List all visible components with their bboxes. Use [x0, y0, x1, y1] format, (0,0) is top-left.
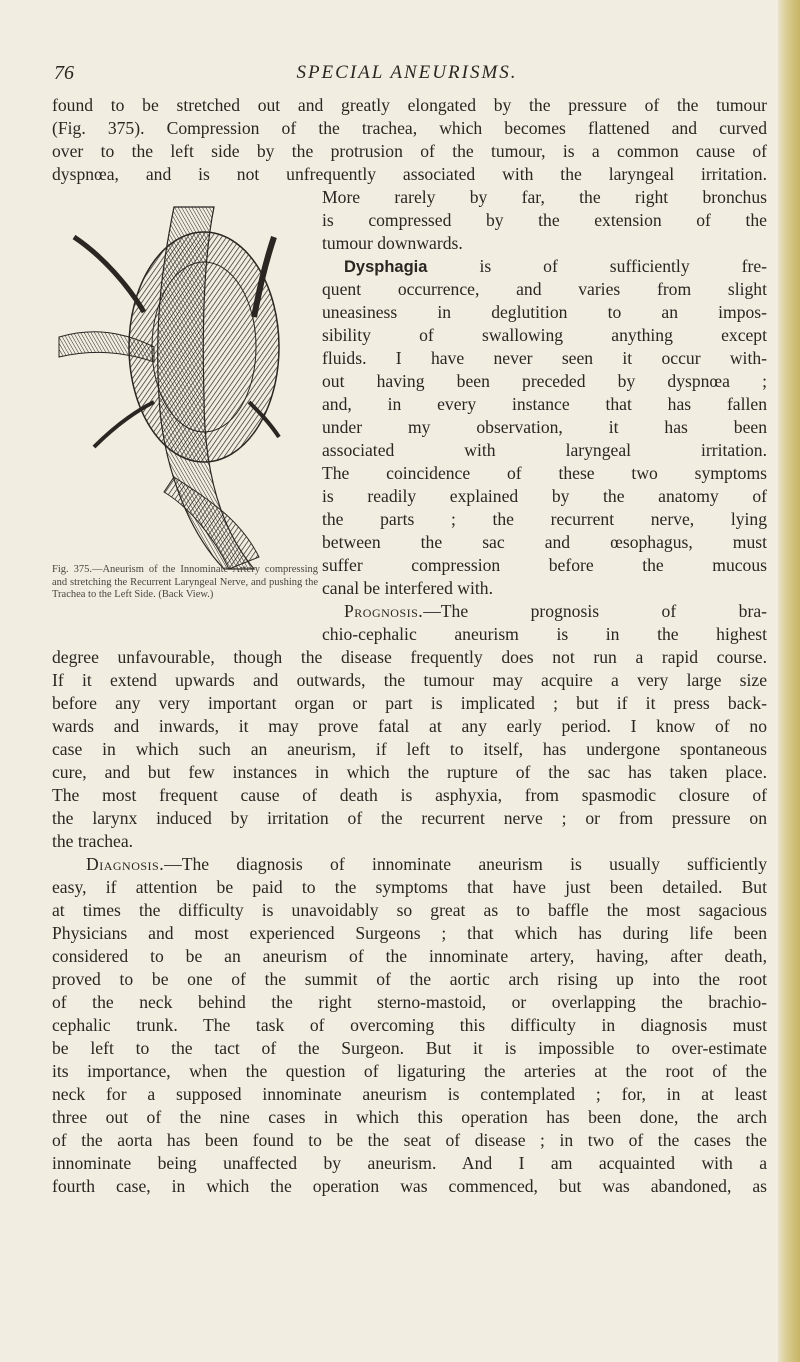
anatomical-illustration [54, 197, 319, 573]
text-line: out having been preceded by dyspnœa ; [322, 371, 767, 391]
text-line: and, in every instance that has fallen [322, 394, 767, 414]
page-header [54, 62, 760, 86]
dysphagia-heading: Dysphagia [344, 258, 428, 276]
text-line: More rarely by far, the right bronchus [322, 187, 767, 207]
text-line: of the neck behind the right sterno-mastoid, or overlapping the brachio- [52, 992, 767, 1012]
text-line: dyspnœa, and is not unfrequently associated with the laryngeal irritation. [52, 164, 767, 184]
text-line: at times the difficulty is unavoidably so great as to baffle the most sagacious [52, 900, 767, 920]
text-line: (Fig. 375). Compression of the trachea, which becomes flattened and curved [52, 118, 767, 138]
page-number: 76 [54, 62, 74, 84]
prognosis-first-text: —The prognosis of bra- [423, 601, 767, 621]
text-line: suffer compression before the mucous [322, 555, 767, 575]
text-line: cure, and but few instances in which the rupture of the sac has taken place. [52, 762, 767, 782]
text-line: associated with laryngeal irritation. [322, 440, 767, 460]
dysphagia-first-line [322, 255, 767, 278]
text-line: Physicians and most experienced Surgeons ; that which has during life been [52, 923, 767, 943]
prognosis-heading: Prognosis. [344, 601, 424, 621]
running-head: SPECIAL ANEURISMS. [296, 62, 518, 83]
text-line: of the aorta has been found to be the seat of disease ; in two of the cases the [52, 1130, 767, 1150]
text-line: fluids. I have never seen it occur with- [322, 348, 767, 368]
text-line: three out of the nine cases in which this operation has been done, the arch [52, 1107, 767, 1127]
diagnosis-first-line [52, 853, 767, 875]
text-line: quent occurrence, and varies from slight [322, 279, 767, 299]
text-line: The most frequent cause of death is asphyxia, from spasmodic closure of [52, 785, 767, 805]
text-line: degree unfavourable, though the disease frequently does not run a rapid course. [52, 647, 767, 667]
text-line: considered to be an aneurism of the innominate artery, having, after death, [52, 946, 767, 966]
text-line: canal be interfered with. [322, 578, 493, 598]
text-line: proved to be one of the summit of the aortic arch rising up into the root [52, 969, 767, 989]
text-line: easy, if attention be paid to the symptoms that have just been detailed. But [52, 877, 767, 897]
text-line: found to be stretched out and greatly elongated by the pressure of the tumour [52, 95, 767, 115]
text-line: chio-cephalic aneurism is in the highest [322, 624, 767, 644]
text-line: over to the left side by the protrusion of the tumour, is a common cause of [52, 141, 767, 161]
text-line: wards and inwards, it may prove fatal at any early period. I know of no [52, 716, 767, 736]
text-line: neck for a supposed innominate aneurism is contemplated ; for, in at least [52, 1084, 767, 1104]
aneurism-engraving [54, 197, 319, 573]
text-line: the parts ; the recurrent nerve, lying [322, 509, 767, 529]
text-line: its importance, when the question of ligaturing the arteries at the root of the [52, 1061, 767, 1081]
text-line: between the sac and œsophagus, must [322, 532, 767, 552]
text-line: is readily explained by the anatomy of [322, 486, 767, 506]
prognosis-first-line [322, 600, 767, 622]
text-line: before any very important organ or part is implicated ; but if it press back- [52, 693, 767, 713]
text-line: innominate being unaffected by aneurism. And I am acquainted with a [52, 1153, 767, 1173]
text-line: case in which such an aneurism, if left to itself, has undergone spontaneous [52, 739, 767, 759]
text-line: sibility of swallowing anything except [322, 325, 767, 345]
text-line: cephalic trunk. The task of overcoming this difficulty in diagnosis must [52, 1015, 767, 1035]
text-line: is compressed by the extension of the [322, 210, 767, 230]
text-line: uneasiness in deglutition to an impos- [322, 302, 767, 322]
text-line: fourth case, in which the operation was commenced, but was abandoned, as [52, 1176, 767, 1196]
text-line: tumour downwards. [322, 233, 463, 253]
text-line: The coincidence of these two symptoms [322, 463, 767, 483]
diagnosis-heading: Diagnosis. [86, 854, 165, 874]
text-line: the trachea. [52, 831, 134, 851]
page-gutter-edge [778, 0, 800, 1362]
text-line: the larynx induced by irritation of the recurrent nerve ; or from pressure on [52, 808, 767, 828]
text-line: be left to the tact of the Surgeon. But it is impossible to over-estimate [52, 1038, 767, 1058]
diagnosis-first-text: —The diagnosis of innominate aneurism is usually sufficiently [164, 854, 767, 874]
dysphagia-first-text: is of sufficiently fre- [427, 256, 767, 276]
text-line: If it extend upwards and outwards, the tumour may acquire a very large size [52, 670, 767, 690]
text-line: under my observation, it has been [322, 417, 767, 437]
figure-caption: Fig. 375.—Aneurism of the Innominate Artery compressing and stretching the Recurrent Laryngeal Nerve, and pushing the Trachea to the Left Side. (Back View.) [52, 564, 318, 600]
